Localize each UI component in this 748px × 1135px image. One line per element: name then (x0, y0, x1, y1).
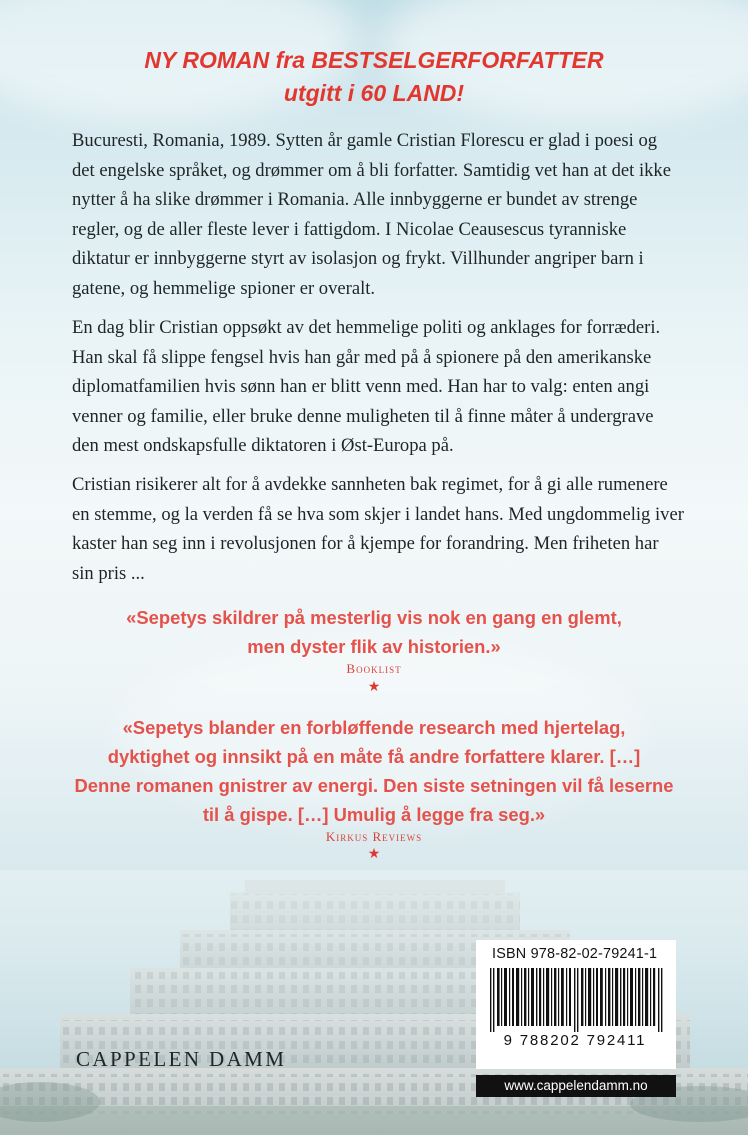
isbn-label: ISBN 978-82-02-79241-1 (492, 946, 658, 962)
barcode-bars (488, 968, 664, 1032)
publisher-website: www.cappelendamm.no (476, 1075, 676, 1097)
review-quote-line: Denne romanen gnistrer av energi. Den siste setningen vil få leserne (74, 775, 674, 796)
headline-line-2: utgitt i 60 LAND! (283, 80, 465, 106)
review-quote-line: «Sepetys blander en forbløffende research med hjertelag, (122, 717, 626, 738)
barcode-digits: 9 788202 792411 (503, 1032, 647, 1049)
review-quote-line: «Sepetys skildrer på mesterlig vis nok en gang en glemt, (126, 607, 622, 628)
blurb-paragraph-1: Bucuresti, Romania, 1989. Sytten år gamle Cristian Florescu er glad i poesi og det engelske språket, og drømmer om å bli forfatter. Samtidig vet han at det ikke nytter å ha slike drømmer i Romania. Alle innbyggerne er bundet av strenge regler, og de aller fleste lever i fattigdom. I Nicolae Ceausescus tyranniske diktatur er innbyggerne styrt av isolasjon og frykt. Villhunder angriper barn i gatene, og hemmelige spioner er overalt. (72, 130, 671, 299)
review-quote-line: dyktighet og innsikt på en måte få andre forfattere klarer. […] (107, 746, 641, 767)
headline-line-1: NY ROMAN fra BESTSELGERFORFATTER (144, 47, 604, 73)
review-quote-line: men dyster flik av historien.» (247, 636, 501, 657)
publisher-logo: CAPPELEN DAMM (76, 1047, 287, 1071)
blurb-paragraph-3: Cristian risikerer alt for å avdekke sannheten bak regimet, for å gi alle rumenere en stemme, og la verden få se hva som skjer i landet hans. Med ungdommelig iver kaster han seg inn i revolusjonen for å kjempe for forandring. Men friheten har sin pris ... (72, 474, 684, 584)
blurb-paragraph-2: En dag blir Cristian oppsøkt av det hemmelige politi og anklages for forræderi. Han skal få slippe fengsel hvis han går med på å spionere på den amerikanske diplomatfamilien hvis sønn han er blitt venn med. Han har to valg: enten angi venner og familie, eller bruke denne muligheten til å finne måter å undergrave den mest ondskapsfulle diktatoren i Øst-Europa på. (72, 317, 661, 457)
star-icon: ★ (367, 680, 381, 695)
website-strip (476, 1075, 676, 1097)
review-quote-line: til å gispe. […] Umulig å legge fra seg.» (202, 804, 546, 825)
barcode-panel (476, 940, 676, 1069)
star-icon: ★ (367, 847, 381, 862)
review-source: Booklist (346, 661, 402, 676)
review-source: Kirkus Reviews (325, 829, 423, 844)
